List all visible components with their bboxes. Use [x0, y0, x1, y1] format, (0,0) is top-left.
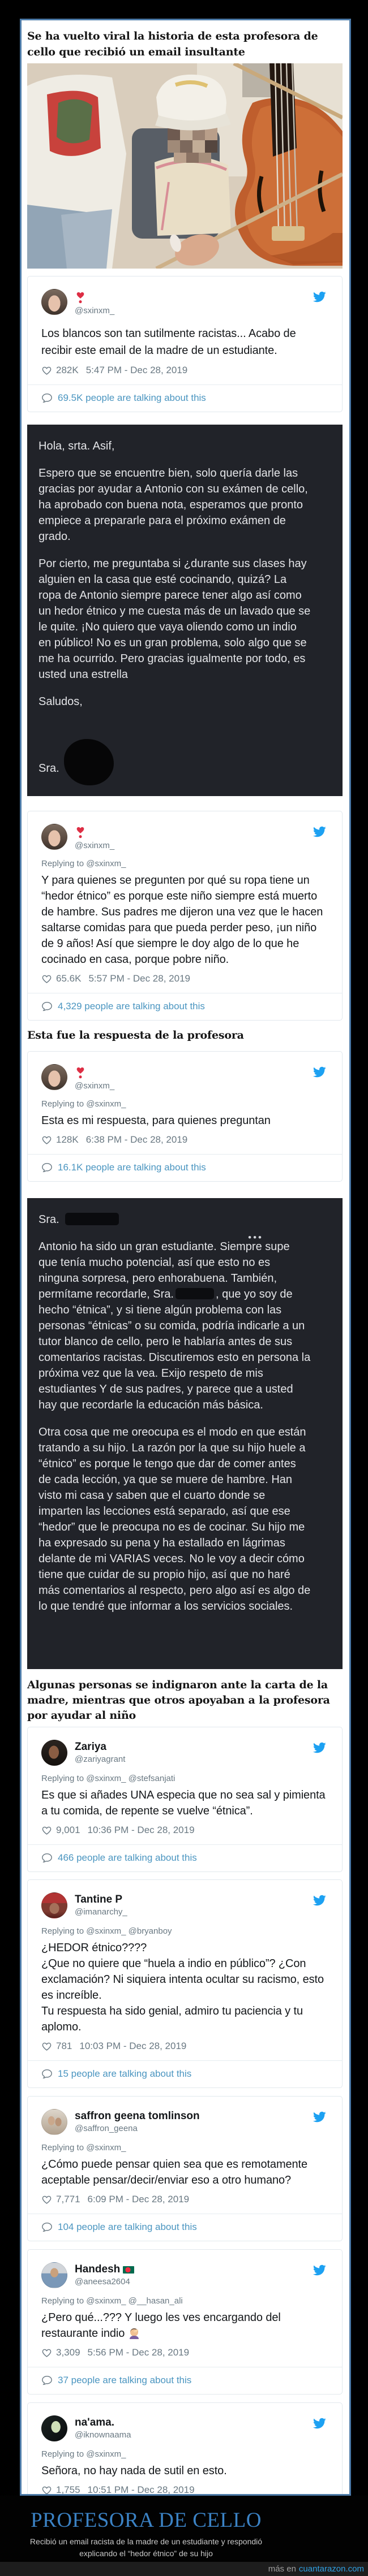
- tweet-timestamp: 5:57 PM - Dec 28, 2019: [88, 973, 190, 984]
- email-paragraph: Espero que se encuentre bien, solo quería darle las gracias por ayudar a Antonio con su exámen de cello, ha aprobado con buena nota, esperamos que pronto empiece a prepararle para el próximo exámen de grado.: [38, 467, 308, 543]
- tweet-stats: [41, 973, 328, 984]
- twitter-bird-icon[interactable]: [313, 2263, 326, 2277]
- bangladesh-flag-emoji: [123, 2266, 134, 2274]
- speech-bubble-icon: [41, 2375, 53, 2386]
- meme-subtitle: Recibió un email racista de la madre de un estudiante y respondió explicando el “hedor étnico” de su hijo: [29, 2537, 263, 2558]
- tweet-card-5: [27, 1879, 343, 2088]
- speech-bubble-icon: [41, 1852, 53, 1864]
- tweet-timestamp: 10:51 PM - Dec 28, 2019: [87, 2484, 195, 2495]
- section-heading-reacciones: Algunas personas se indignaron ante la carta de la madre, mientras que otros apoyaban a la profesora por ayudar al niño: [27, 1679, 330, 1722]
- tweet-stats: [41, 2194, 328, 2205]
- avatar[interactable]: [41, 289, 67, 315]
- avatar[interactable]: [41, 1064, 67, 1090]
- credit-prefix: más en: [268, 2564, 296, 2574]
- heart-outline-icon[interactable]: [41, 2194, 52, 2205]
- display-name[interactable]: [75, 1065, 114, 1080]
- avatar[interactable]: [41, 1892, 67, 1918]
- tweet-timestamp: 6:38 PM - Dec 28, 2019: [85, 1134, 188, 1145]
- tweet-stats: [41, 2041, 328, 2052]
- like-count: 128K: [56, 1134, 79, 1145]
- email-paragraph: Antonio ha sido un gran estudiante. Siempre supe que tenía mucho potencial, así que esto no es ninguna sorpresa, pero enhorabuena. También, permítame recordarle, Sra. , que yo soy de hecho “étnica”, y si tiene algún problema con las personas “étnicas” o su comida, podría indicarle a un tutor blanco de cello, pero le hablaría antes de sus comentarios racistas. Discutiremos esto en persona la próxima vez que la vea. Exijo respeto de mis estudiantes Y de sus padres, y parece que a usted hay que recordarle la educación más básica.: [38, 1241, 311, 1411]
- tweet-timestamp: 10:03 PM - Dec 28, 2019: [79, 2041, 187, 2051]
- user-handle[interactable]: @iknownaama: [75, 2430, 131, 2440]
- replying-to[interactable]: Replying to @sxinxm_ @stefsanjati: [41, 1774, 176, 1783]
- email-screenshot-madre: [27, 425, 343, 796]
- heart-outline-icon[interactable]: [41, 1135, 52, 1145]
- replying-to[interactable]: Replying to @sxinxm_ @__hasan_ali: [41, 2296, 183, 2306]
- heart-outline-icon[interactable]: [41, 2348, 52, 2358]
- user-handle[interactable]: @aneesa2604: [75, 2277, 130, 2287]
- email-signature: Sra.: [38, 762, 59, 775]
- redaction-inline: [176, 1288, 214, 1299]
- like-count: 9,001: [56, 1825, 80, 1835]
- page-title: Se ha vuelto viral la historia de esta profesora de cello que recibió un email insultante: [27, 30, 318, 58]
- section-heading-respuesta: Esta fue la respuesta de la profesora: [27, 1029, 244, 1041]
- display-name[interactable]: saffron geena tomlinson: [75, 2110, 200, 2122]
- heart-exclamation-emoji: [75, 825, 86, 840]
- like-count: 282K: [56, 365, 79, 375]
- email-recipient: Sra.: [38, 1213, 59, 1226]
- tweet-stats: [41, 365, 328, 376]
- tweet-card-7: [27, 2249, 343, 2395]
- email-paragraph: Otra cosa que me oreocupa es el modo en que están tratando a su hijo. La razón por la que su hijo huele a “étnico” es porque le tengo que dar de comer antes de cada lección, ya que se muere de hambre. Han visto mi casa y saben que el cuarto donde se imparten las lecciones está separado, así que ese “hedor” que le preocupa no es de cocinar. Su hijo me ha expresado su pena y ha estallado en lágrimas delante de mi VARIAS veces. No le voy a decir cómo tiene que cuidar de su propio hijo, así que no haré más comentarios al respecto, pero algo así es algo de lo que tendré que informar a los servicios sociales.: [38, 1426, 311, 1613]
- twitter-bird-icon[interactable]: [313, 1894, 326, 1907]
- avatar[interactable]: [41, 2262, 67, 2288]
- more-options-icon[interactable]: •••: [248, 1232, 263, 1243]
- heart-outline-icon[interactable]: [41, 365, 52, 375]
- tweet-stats: [41, 1134, 328, 1146]
- tweet-text: ¿Que no quiere que “huela a indio en público”? ¿Con exclamación? Ni siquiera intenta ocultar su racismo, esto es increíble.: [41, 1957, 324, 2002]
- tweet-card-3: [27, 1051, 343, 1182]
- tweet-card-4: [27, 1727, 343, 1872]
- tweet-stats: [41, 2484, 328, 2496]
- twitter-bird-icon[interactable]: [313, 2110, 326, 2124]
- tweet-text: ¿Pero qué...??? Y luego les ves encargando del restaurante indio: [41, 2311, 281, 2340]
- speech-bubble-icon: [41, 2221, 53, 2233]
- tweet-timestamp: 6:09 PM - Dec 28, 2019: [87, 2194, 190, 2205]
- conversation-link[interactable]: 16.1K people are talking about this: [58, 1162, 206, 1173]
- tweet-text: Señora, no hay nada de sutil en esto.: [41, 2465, 227, 2477]
- email-closing: Saludos,: [38, 695, 83, 708]
- article-photo: [27, 63, 343, 269]
- replying-to[interactable]: Replying to @sxinxm_: [41, 2143, 126, 2153]
- conversation-link[interactable]: 104 people are talking about this: [58, 2221, 197, 2232]
- tweet-text: ¿HEDOR étnico????: [41, 1942, 147, 1954]
- replying-to[interactable]: Replying to @sxinxm_: [41, 859, 126, 868]
- heart-outline-icon[interactable]: [41, 2041, 52, 2051]
- tweet-text: Los blancos son tan sutilmente racistas... Acabo de recibir este email de la madre de un estudiante.: [41, 327, 296, 357]
- user-handle[interactable]: @sxinxm_: [75, 306, 115, 315]
- avatar[interactable]: [41, 824, 67, 850]
- like-count: 781: [56, 2041, 72, 2051]
- tweet-text: ¿Cómo puede pensar quien sea que es remotamente aceptable pensar/decir/enviar eso a otro humano?: [41, 2158, 308, 2186]
- display-name[interactable]: Handesh: [75, 2263, 121, 2275]
- heart-outline-icon[interactable]: [41, 974, 52, 984]
- twitter-bird-icon[interactable]: [313, 290, 326, 304]
- replying-to[interactable]: Replying to @sxinxm_: [41, 2449, 126, 2459]
- tweet-stats: [41, 2347, 328, 2358]
- tweet-text: Tu respuesta ha sido genial, admiro tu paciencia y tu aplomo.: [41, 2005, 303, 2033]
- tweet-timestamp: 5:47 PM - Dec 28, 2019: [85, 365, 188, 375]
- redaction-blob: [64, 739, 114, 785]
- display-name[interactable]: Zariya: [75, 1741, 106, 1753]
- heart-outline-icon[interactable]: [41, 1825, 52, 1835]
- speech-bubble-icon: [41, 392, 53, 404]
- twitter-bird-icon[interactable]: [313, 1065, 326, 1079]
- speech-bubble-icon: [41, 1162, 53, 1173]
- avatar[interactable]: [41, 1740, 67, 1766]
- heart-exclamation-emoji: [75, 1065, 86, 1080]
- credit-bar: [0, 2562, 368, 2576]
- email-screenshot-respuesta: [27, 1198, 343, 1669]
- twitter-bird-icon[interactable]: [313, 1741, 326, 1754]
- tweet-text: Es que si añades UNA especia que no sea sal y pimienta a tu comida, de repente se vuelve “étnica”.: [41, 1789, 326, 1817]
- tweet-text: Y para quienes se pregunten por qué su ropa tiene un “hedor étnico” es porque este niño siempre está muerto de hambre. Sus padres me dijeron una vez que le hacen saltarse comidas para que pueda perder peso, ¡un niño de 9 años! Así que siempre le doy algo de lo que he cocinado en casa, porque pobre niño.: [41, 874, 323, 966]
- tweet-text: Esta es mi respuesta, para quienes preguntan: [41, 1114, 271, 1127]
- display-name[interactable]: na'ama.: [75, 2417, 114, 2428]
- email-greeting: Hola, srta. Asif,: [38, 440, 115, 452]
- speech-bubble-icon: [41, 2068, 53, 2080]
- like-count: 3,309: [56, 2347, 80, 2358]
- replying-to[interactable]: Replying to @sxinxm_: [41, 1099, 126, 1109]
- tweet-card-8: [27, 2402, 343, 2496]
- replying-to[interactable]: Replying to @sxinxm_ @bryanboy: [41, 1926, 172, 1936]
- redaction-bar: [65, 1213, 119, 1225]
- display-name[interactable]: [75, 825, 114, 840]
- user-handle[interactable]: @sxinxm_: [75, 841, 115, 850]
- avatar[interactable]: [41, 2415, 67, 2441]
- tweet-card-6: [27, 2096, 343, 2241]
- tweet-stats: [41, 1825, 328, 1836]
- like-count: 1,755: [56, 2484, 80, 2495]
- twitter-bird-icon[interactable]: [313, 825, 326, 839]
- avatar[interactable]: [41, 2109, 67, 2135]
- display-name[interactable]: [75, 290, 114, 305]
- twitter-bird-icon[interactable]: [313, 2417, 326, 2430]
- display-name[interactable]: Tantine P: [75, 1894, 123, 1905]
- conversation-link[interactable]: 69.5K people are talking about this: [58, 392, 206, 403]
- user-handle[interactable]: @zariyagrant: [75, 1754, 126, 1764]
- tweet-timestamp: 10:36 PM - Dec 28, 2019: [87, 1825, 195, 1835]
- user-handle[interactable]: @imanarchy_: [75, 1907, 127, 1917]
- conversation-link[interactable]: 4,329 people are talking about this: [58, 1001, 205, 1012]
- conversation-link[interactable]: 15 people are talking about this: [58, 2068, 192, 2079]
- like-count: 7,771: [56, 2194, 80, 2205]
- site-footer: [0, 2496, 368, 2576]
- speech-bubble-icon: [41, 1001, 53, 1012]
- user-handle[interactable]: @saffron_geena: [75, 2124, 138, 2133]
- tweet-card-2: [27, 811, 343, 1021]
- meme-title: PROFESORA DE CELLO: [31, 2509, 262, 2532]
- like-count: 65.6K: [56, 973, 82, 984]
- email-paragraph: Por cierto, me preguntaba si ¿durante sus clases hay alguien en la casa que esté cocinando, quizá? La ropa de Antonio siempre parece tener algo así como un hedor étnico y me cuesta más de un lavado que se le quite. ¡No quiero que vaya oliendo como un indio en público! No es un gran problema, solo algo que se me ha ocurrido. Pero gracias igualmente por todo, es usted una estrella: [38, 557, 311, 681]
- site-link[interactable]: cuantarazon.com: [298, 2564, 364, 2574]
- tweet-timestamp: 5:56 PM - Dec 28, 2019: [87, 2347, 190, 2358]
- heart-outline-icon[interactable]: [41, 2485, 52, 2495]
- conversation-link[interactable]: 37 people are talking about this: [58, 2375, 192, 2385]
- woman-facepalm-emoji: [128, 2327, 140, 2339]
- conversation-link[interactable]: 466 people are talking about this: [58, 1852, 197, 1863]
- user-handle[interactable]: @sxinxm_: [75, 1081, 115, 1091]
- tweet-card-1: [27, 276, 343, 412]
- article-card: [20, 19, 351, 2496]
- heart-exclamation-emoji: [75, 290, 86, 305]
